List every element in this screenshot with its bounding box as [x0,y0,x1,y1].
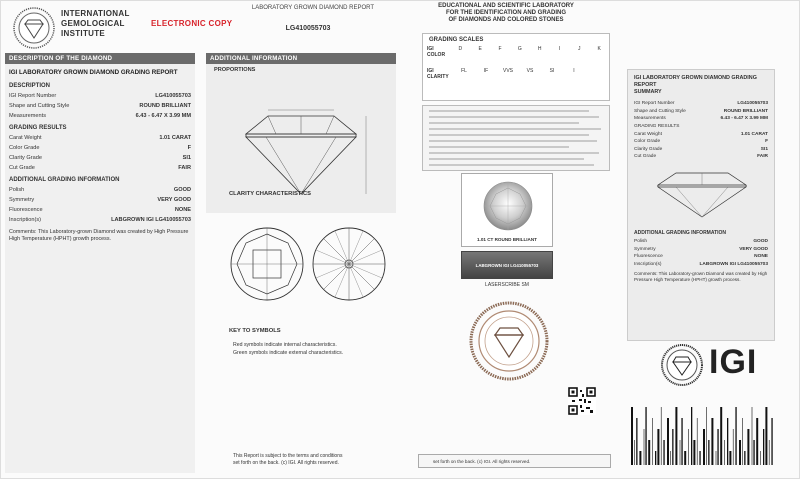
info-row [628,245,774,253]
barcode-bar [661,407,662,465]
barcode-bar [744,451,745,465]
report-number: LG410055703 [285,25,331,32]
info-row-label: Measurements [9,113,46,119]
color-scale-row [423,46,609,58]
info-row-value: GOOD [173,187,191,193]
info-row-label: Clarity Grade [634,146,663,152]
electronic-copy-label: ELECTRONIC COPY [151,19,233,28]
color-scale-label: IGI COLOR [427,46,446,58]
summary-additional-rows [628,238,774,268]
barcode-bar [771,418,772,465]
terms-footnote [233,453,343,467]
edu-line-3: OF DIAMONDS AND COLORED STONES [448,17,564,23]
info-row [628,130,774,138]
barcode-bar [681,418,682,465]
edu-line-1: EDUCATIONAL AND SCIENTIFIC LABORATORY [438,3,574,9]
info-row-label: Polish [634,239,648,245]
summary-card [627,69,775,341]
proportions-panel [206,53,396,213]
grading-results-label: GRADING RESULTS [9,125,67,131]
info-row-value: VERY GOOD [157,197,191,203]
grading-scales-box [422,33,610,101]
barcode-bar [663,440,664,465]
info-row [628,123,774,131]
info-row-label: Polish [9,187,25,193]
institute-description [416,3,596,24]
info-row-label: Color Grade [634,139,661,145]
barcode-bar [708,440,709,465]
barcode-bar [655,451,656,465]
inscription-text: LABGROWN IGI LG410055703 [475,263,539,268]
brand-line-1: INTERNATIONAL [61,9,130,18]
info-row [5,185,195,195]
scale-cell: I [558,46,561,52]
info-row-label: IGI Report Number [9,93,57,99]
info-row-value: SI1 [760,146,768,152]
diamond-photo [461,173,553,247]
bottom-strip-text: set forth on the back. (c) IGI. All rights reserved. [433,459,531,464]
barcode-bar [765,407,767,465]
summary-title-line-1: IGI LABORATORY GROWN DIAMOND GRADING REPORT [634,75,757,88]
scale-cell: K [597,46,601,52]
clarity-characteristics-title: CLARITY CHARACTERISTICS [229,191,312,197]
info-row [628,108,774,116]
barcode-bar [753,440,754,465]
summary-title-line-2: SUMMARY [634,89,662,95]
barcode-bar [729,451,731,465]
info-row-label: Symmetry [634,246,656,252]
info-row [5,195,195,205]
info-row-label: Shape and Cutting Style [634,108,686,114]
info-row-label: Inscription(s) [634,261,662,267]
info-row-label: Fluorescence [9,207,43,213]
barcode-bar [644,429,645,465]
barcode-bar [688,429,689,465]
edu-line-2: FOR THE IDENTIFICATION AND GRADING [446,10,566,16]
info-row-label: Symmetry [9,197,35,203]
laserscribe-caption: LASERSCRIBE SM [485,282,529,288]
scale-cell: H [537,46,542,52]
info-row [628,115,774,123]
report-heading: IGI LABORATORY GROWN DIAMOND GRADING REPORT [9,69,178,76]
barcode-bar [680,440,681,465]
description-rows [5,91,195,121]
info-row-value: VERY GOOD [739,246,768,252]
scale-cell: VS [526,68,534,74]
info-row-value: NONE [174,207,191,213]
barcode-bar [703,429,705,465]
info-row-value: ROUND BRILLIANT [723,108,768,114]
barcode-bar [742,418,743,465]
barcode-bar [760,451,761,465]
info-row [5,101,195,111]
barcode-bar [699,451,700,465]
brand-name [61,9,130,39]
barcode-bar [752,407,753,465]
additional-info-label: ADDITIONAL GRADING INFORMATION [9,177,120,183]
summary-rows [628,100,774,161]
barcode-bar [716,451,717,465]
barcode-bar [667,418,669,465]
scale-cell: VVS [502,68,513,74]
scale-cell: IF [483,68,489,74]
barcode-bar [634,440,635,465]
summary-comment: Comments: This Laboratory-grown Diamond was created by High Pressure High Temperature (HPHT) growth process. [634,271,768,283]
info-row-value: ROUND BRILLIANT [139,103,191,109]
info-row-label: GRADING RESULTS [634,124,680,130]
barcode-bar [693,440,695,465]
info-row-label: Inscription(s) [9,217,42,223]
scale-cell: FL [461,68,467,74]
barcode-bar [670,451,671,465]
summary-card-title [628,70,774,100]
info-row [628,100,774,108]
info-row [628,146,774,154]
barcode-bar [697,418,698,465]
barcode-bar [652,418,653,465]
info-row-value: LG410055703 [155,93,191,99]
barcode-bar [756,418,758,465]
info-row [5,143,195,153]
barcode-bar [763,429,764,465]
scale-cell: G [517,46,522,52]
info-row-value: LG410055703 [737,101,768,107]
info-row-label: Shape and Cutting Style [9,103,70,109]
scale-cell: F [498,46,502,52]
info-row-label: Cut Grade [634,154,657,160]
info-row-value: LABGROWN IGI LG410055703 [111,217,191,223]
info-row-value: FAIR [178,165,191,171]
barcode-bar [645,407,646,465]
igi-logo-seal-icon [661,344,703,386]
clarity-scale-row [423,68,609,80]
info-row-label: IGI Report Number [634,101,675,107]
info-row [5,215,195,225]
info-row [5,153,195,163]
barcode-bar [747,429,749,465]
info-row-value: SI1 [182,155,191,161]
info-row-label: Clarity Grade [9,155,42,161]
clarity-plot-diagrams [229,226,389,316]
info-row-label: Color Grade [9,145,40,151]
summary-additional-label: ADDITIONAL GRADING INFORMATION [634,229,727,236]
scale-cell: E [478,46,482,52]
info-row [628,153,774,161]
info-row-value: FAIR [757,154,768,160]
barcode-bar [724,440,725,465]
brand-line-2: GEMOLOGICAL [61,19,125,28]
info-row-label: Cut Grade [9,165,35,171]
barcode-bar [648,440,650,465]
barcode-bar [639,451,641,465]
igi-hologram-seal-icon [469,301,549,381]
info-row [628,238,774,246]
barcode-bar [672,429,673,465]
barcode-bar [739,440,741,465]
key-to-symbols-title: KEY TO SYMBOLS [229,328,281,334]
additional-information-bar: ADDITIONAL INFORMATION [206,53,396,64]
barcode-bar [717,429,718,465]
info-row-value: 1.01 CARAT [159,135,191,141]
info-row-label: Carat Weight [634,131,662,137]
barcode-bar [691,407,692,465]
info-row-value: NONE [754,254,768,260]
footnote-line-1: This Report is subject to the terms and conditions [233,453,343,459]
barcode-bar [711,418,713,465]
barcode-bar [675,407,677,465]
barcode-bar [706,407,707,465]
scale-cell: J [578,46,581,52]
key-line-internal: Red symbols indicate internal characteristics. [233,342,337,348]
info-row [5,205,195,215]
grading-rows [5,133,195,173]
igi-seal-icon [13,7,55,49]
info-row [628,138,774,146]
scale-cell: SI [549,68,555,74]
additional-rows [5,185,195,225]
info-row [5,163,195,173]
barcode-bar [733,429,734,465]
info-row [5,111,195,121]
info-row-value: F [187,145,191,151]
key-line-external: Green symbols indicate external characteristics. [233,350,344,356]
info-row [5,133,195,143]
description-section-label: DESCRIPTION [9,83,51,89]
description-bar: DESCRIPTION OF THE DIAMOND [5,53,195,64]
diamond-image [462,178,554,238]
proportions-label: PROPORTIONS [214,67,256,73]
scale-cell: D [458,46,463,52]
info-row-value: F [765,139,768,145]
info-row [628,261,774,269]
footnote-line-2: set forth on the back. (c) IGI. All rights reserved. [233,460,339,466]
clarity-scale-label: IGI CLARITY [427,68,449,80]
info-row-label: Fluorescence [634,254,663,260]
info-row [628,253,774,261]
barcode-bar [657,429,659,465]
info-row-value: 6.43 - 6.47 X 3.99 MM [720,116,768,122]
summary-proportions-diagram [628,161,776,221]
barcode-bar [631,407,633,465]
comments-text: Comments: This Laboratory-grown Diamond was created by High Pressure High Temperature (HPHT) growth process. [9,229,189,242]
diamond-profile-diagram [206,76,396,206]
brand-line-3: INSTITUTE [61,29,106,38]
barcode-bar [769,440,770,465]
info-row-value: 6.43 - 6.47 X 3.99 MM [135,113,191,119]
igi-logo-text: IGI [709,343,758,381]
barcode [629,393,775,465]
grading-scales-title: GRADING SCALES [429,37,484,43]
info-row-value: 1.01 CARAT [740,131,768,137]
info-row-value: GOOD [753,239,768,245]
info-row-label: Measurements [634,116,666,122]
barcode-bar [684,451,686,465]
barcode-bar [735,407,736,465]
barcode-bar [636,418,637,465]
grading-details-panel [5,53,195,473]
scale-cell: I [573,68,575,74]
bottom-terms-strip [418,454,611,468]
barcode-bar [720,407,722,465]
barcode-bar [727,418,728,465]
fine-print-block [422,105,610,171]
photo-caption: 1.01 CT ROUND BRILLIANT [477,237,537,242]
info-row-value: LABGROWN IGI LG410055703 [699,261,768,267]
info-row [5,91,195,101]
report-type-title: LABORATORY GROWN DIAMOND REPORT [251,5,375,11]
inscription-image [461,251,553,279]
info-row-label: Carat Weight [9,135,42,141]
qr-code[interactable] [568,387,596,415]
